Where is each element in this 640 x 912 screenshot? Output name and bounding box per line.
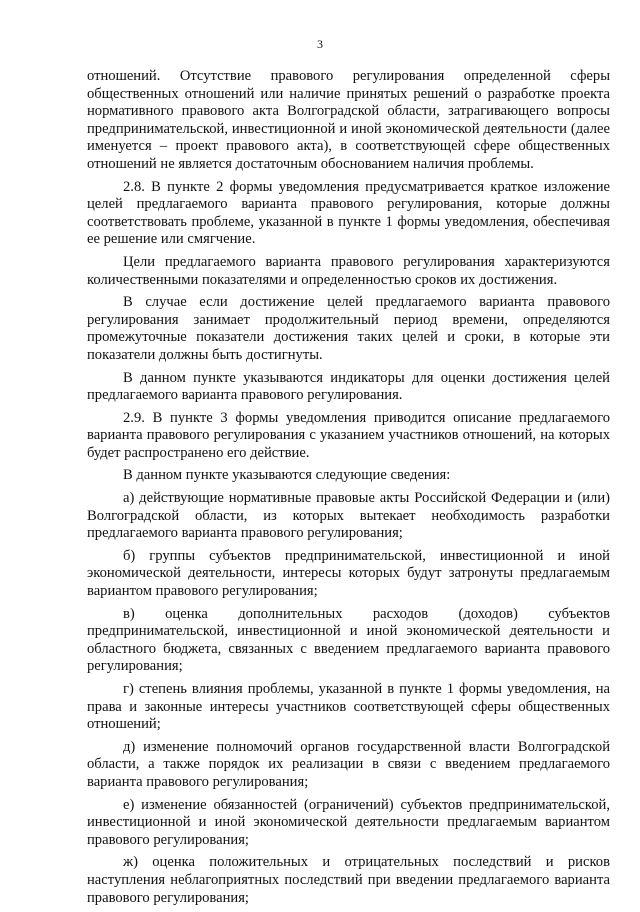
paragraph-goals: Цели предлагаемого варианта правового регулирования характеризуются количественными показателями и определенностью сроков их достижения. xyxy=(87,253,610,288)
paragraph-info-intro: В данном пункте указываются следующие сведения: xyxy=(123,467,451,484)
paragraph-long-period: В случае если достижение целей предлагаемого варианта правового регулирования занимает продолжительный период времени, определяются промежуточные показатели достижения таких целей и сроки, в которые эти показатели должны быть достигнуты. xyxy=(87,294,610,363)
list-item-b: б) группы субъектов предпринимательской, инвестиционной и иной экономической деятельности, интересы которых будут затронуты предлагаемым вариантом правового регулирования; xyxy=(87,547,610,600)
list-item-e: е) изменение обязанностей (ограничений) субъектов предпринимательской, инвестиционной и иной экономической деятельности предлагаемым вариантом правового регулирования; xyxy=(87,796,610,848)
paragraph-2-8: 2.8. В пункте 2 формы уведомления предусматривается краткое изложение целей предлагаемого варианта правового регулирования, которые должны соответствовать проблеме, указанной в пункте 1 формы уведомления, обеспечивая ее решение или смягчение. xyxy=(87,178,610,248)
page-number: 3 xyxy=(317,37,323,51)
paragraph-2-9: 2.9. В пункте 3 формы уведомления приводится описание предлагаемого варианта правового регулирования с указанием участников отношений, на которых будет распространено его действие. xyxy=(87,409,610,461)
list-item-a: а) действующие нормативные правовые акты Российской Федерации и (или) Волгоградской области, из которых вытекает необходимость разработки предлагаемого варианта правового регулирования; xyxy=(87,490,610,542)
list-item-zh: ж) оценка положительных и отрицательных последствий и рисков наступления неблагоприятных последствий при введении предлагаемого варианта правового регулирования; xyxy=(87,854,610,906)
list-item-g: г) степень влияния проблемы, указанной в пункте 1 формы уведомления, на права и законные интересы участников соответствующей сферы общественных отношений; xyxy=(87,681,610,733)
paragraph-indicators: В данном пункте указываются индикаторы для оценки достижения целей предлагаемого варианта правового регулирования. xyxy=(87,369,610,404)
list-item-v: в) оценка дополнительных расходов (доходов) субъектов предпринимательской, инвестиционной и иной экономической деятельности и областного бюджета, связанных с введением предлагаемого варианта правового регулирования; xyxy=(87,605,610,675)
document-body xyxy=(87,68,610,912)
paragraph-continuation: отношений. Отсутствие правового регулирования определенной сферы общественных отношений или наличие принятых решений о разработке проекта нормативного правового акта Волгоградской области, затрагивающего вопросы предпринимательской, инвестиционной и иной экономической деятельности (далее именуется – проект правового акта), в соответствующей сфере общественных отношений не является достаточным обоснованием наличия проблемы. xyxy=(87,68,610,172)
list-item-d: д) изменение полномочий органов государственной власти Волгоградской области, а также порядок их реализации в связи с введением предлагаемого варианта правового регулирования; xyxy=(87,738,610,790)
